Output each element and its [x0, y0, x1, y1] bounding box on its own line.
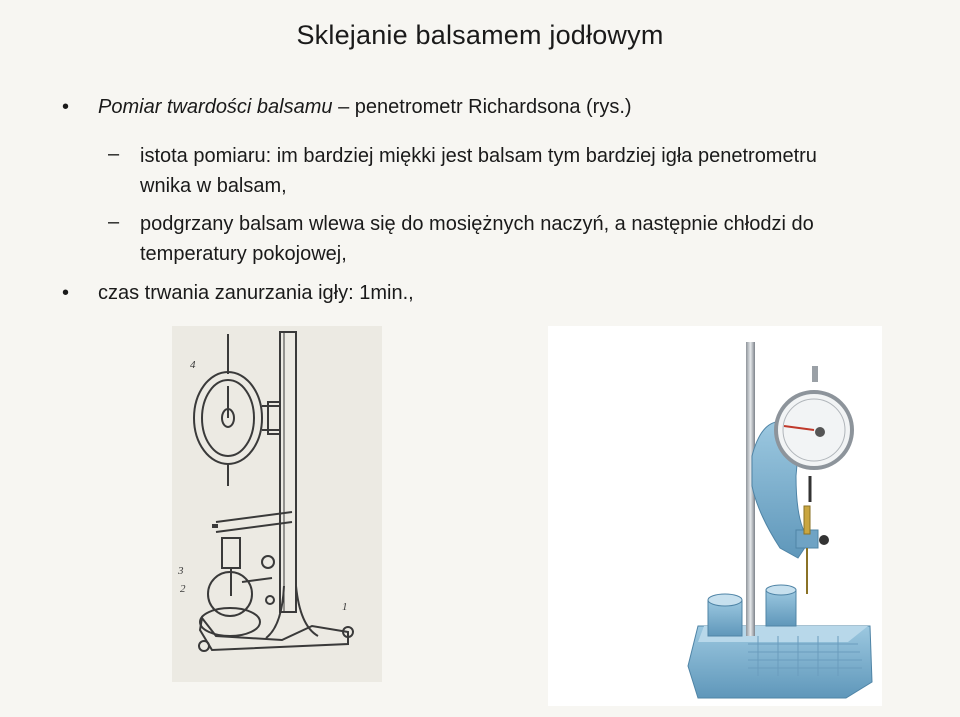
penetrometer-sketch-drawing — [172, 326, 382, 682]
page-title: Sklejanie balsamem jodłowym — [296, 20, 664, 50]
penetrometer-photo-figure — [548, 326, 882, 706]
sub-bullet-marker: – — [108, 143, 120, 165]
sub-bullet-podgrzany: podgrzany balsam wlewa się do mosiężnych naczyń, a następnie chłodzi do temperatury pokojowej, — [140, 213, 814, 265]
sketch-column — [280, 332, 296, 612]
sketch-label-1: 1 — [342, 601, 348, 613]
penetrometer-sketch-figure — [172, 326, 382, 682]
sub-bullet-istota: istota pomiaru: im bardziej miękki jest balsam tym bardziej igła penetrometru wnika w balsam, — [140, 145, 817, 197]
bullet-text-rest: – penetrometr Richardsona (rys.) — [332, 96, 632, 118]
bullet-marker: • — [62, 282, 70, 304]
bullet-text — [98, 96, 632, 119]
bullet-text: czas trwania zanurzania igły: 1min., — [98, 282, 414, 304]
bullet-marker: • — [62, 96, 70, 118]
bullet-text-italic: Pomiar twardości balsamu — [98, 96, 333, 118]
penetrometer-photo-drawing — [548, 326, 882, 706]
sketch-label-4: 4 — [190, 359, 196, 371]
sketch-label-3: 3 — [178, 565, 184, 577]
sub-bullet-marker: – — [108, 211, 120, 233]
sketch-label-2: 2 — [180, 583, 186, 595]
sketch-base — [200, 618, 348, 650]
